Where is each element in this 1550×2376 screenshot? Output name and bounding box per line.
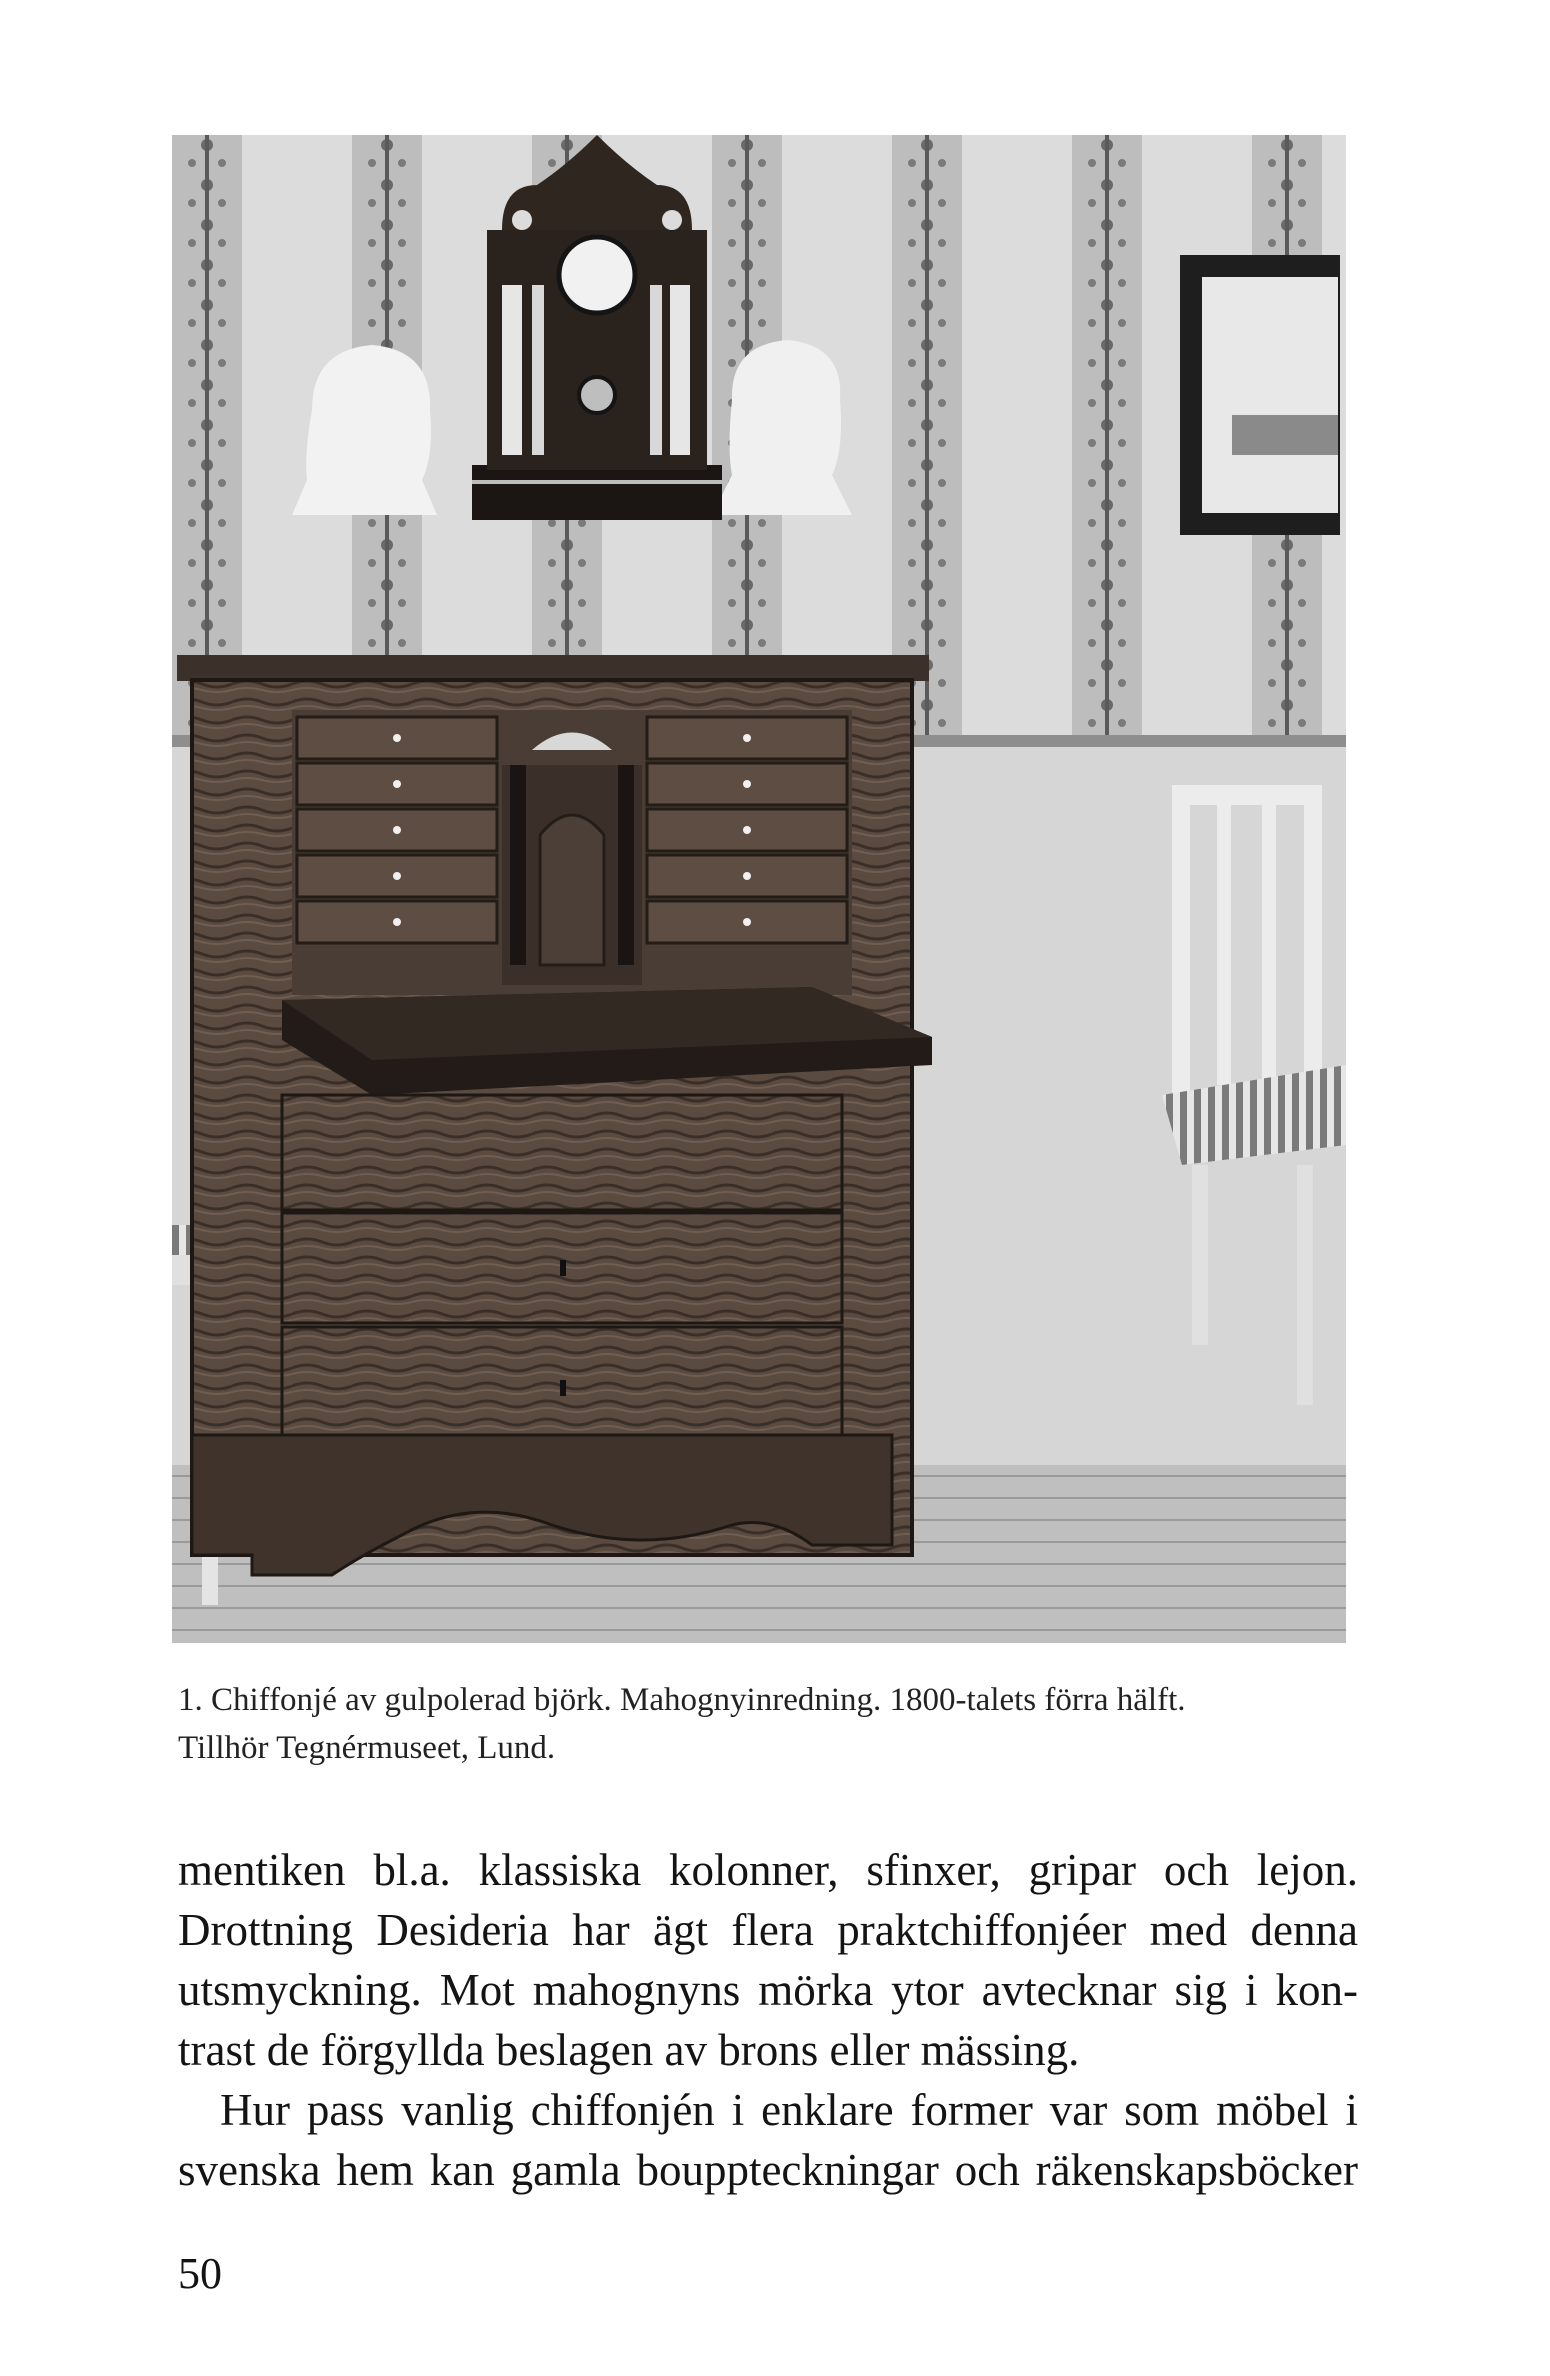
caption-line: 1. Chiffonjé av gulpolerad björk. Mahognyinredning. 1800-talets förra hälft. <box>178 1682 1186 1718</box>
body-paragraphs <box>178 1840 1358 2200</box>
figure-caption <box>178 1676 1358 1772</box>
page-number: 50 <box>178 2249 222 2298</box>
body-line: utsmyckning. Mot mahognyns mörka ytor avtecknar sig i kon- <box>178 1965 1358 2015</box>
body-line: Hur pass vanlig chiffonjén i enklare former var som möbel i <box>220 2085 1358 2135</box>
figure-photo <box>172 135 1346 1643</box>
body-line: Drottning Desideria har ägt flera praktchiffonjéer med denna <box>178 1905 1358 1955</box>
body-line: mentiken bl.a. klassiska kolonner, sfinxer, gripar och lejon. <box>178 1845 1358 1895</box>
body-line: svenska hem kan gamla bouppteckningar och räkenskapsböcker <box>178 2145 1358 2195</box>
body-line: trast de förgyllda beslagen av brons eller mässing. <box>178 2025 1080 2075</box>
caption-line: Tillhör Tegnérmuseet, Lund. <box>178 1730 556 1766</box>
